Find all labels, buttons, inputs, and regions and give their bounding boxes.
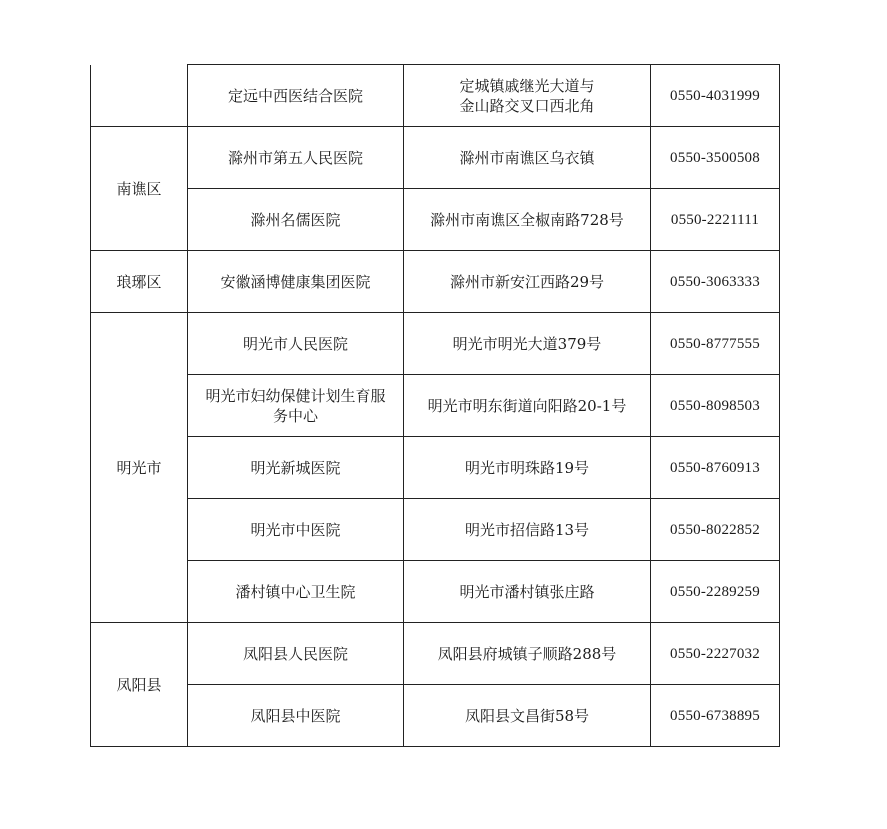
phone-number: 0550-8098503: [651, 375, 780, 437]
table-row: [91, 561, 780, 623]
hospital-address: 明光市明珠路19号: [404, 437, 651, 499]
hospital-name: 凤阳县人民医院: [188, 623, 404, 685]
hospital-address: 凤阳县府城镇子顺路288号: [404, 623, 651, 685]
address-line: 金山路交叉口西北角: [459, 96, 595, 115]
phone-number: 0550-8777555: [651, 313, 780, 375]
table-row: [91, 499, 780, 561]
hospital-name: 明光市中医院: [188, 499, 404, 561]
table-row: [91, 189, 780, 251]
hospital-table: [90, 64, 780, 747]
phone-number: 0550-3063333: [651, 251, 780, 313]
hospital-address: 凤阳县文昌街58号: [404, 685, 651, 747]
hospital-address: 明光市明光大道379号: [404, 313, 651, 375]
district-cell-empty: [91, 65, 188, 127]
table-row: [91, 313, 780, 375]
hospital-name-line: 明光市妇幼保健计划生育服: [205, 386, 386, 405]
hospital-address: 滁州市新安江西路29号: [404, 251, 651, 313]
table-row: [91, 127, 780, 189]
hospital-name: 安徽涵博健康集团医院: [188, 251, 404, 313]
table-row: [91, 251, 780, 313]
phone-number: 0550-2289259: [651, 561, 780, 623]
phone-number: 0550-3500508: [651, 127, 780, 189]
table-row: [91, 65, 780, 127]
hospital-address: 滁州市南谯区乌衣镇: [404, 127, 651, 189]
hospital-name: [188, 375, 404, 437]
hospital-address: 明光市招信路13号: [404, 499, 651, 561]
hospital-name: 滁州市第五人民医院: [188, 127, 404, 189]
address-line: 定城镇戚继光大道与: [459, 76, 595, 95]
district-name: 琅琊区: [91, 251, 188, 313]
hospital-name: 凤阳县中医院: [188, 685, 404, 747]
hospital-address: 明光市潘村镇张庄路: [404, 561, 651, 623]
phone-number: 0550-2221111: [651, 189, 780, 251]
hospital-address: [404, 65, 651, 127]
hospital-name: 潘村镇中心卫生院: [188, 561, 404, 623]
hospital-address: 明光市明东街道向阳路20-1号: [404, 375, 651, 437]
hospital-table-container: [90, 64, 780, 747]
phone-number: 0550-4031999: [651, 65, 780, 127]
hospital-address: 滁州市南谯区全椒南路728号: [404, 189, 651, 251]
phone-number: 0550-8022852: [651, 499, 780, 561]
phone-number: 0550-2227032: [651, 623, 780, 685]
phone-number: 0550-8760913: [651, 437, 780, 499]
district-name: 明光市: [91, 313, 188, 623]
phone-number: 0550-6738895: [651, 685, 780, 747]
hospital-name: 定远中西医结合医院: [188, 65, 404, 127]
district-name: 南谯区: [91, 127, 188, 251]
hospital-name: 滁州名儒医院: [188, 189, 404, 251]
table-row: [91, 375, 780, 437]
hospital-name-line: 务中心: [272, 406, 318, 425]
table-row: [91, 437, 780, 499]
hospital-name: 明光新城医院: [188, 437, 404, 499]
hospital-name: 明光市人民医院: [188, 313, 404, 375]
table-row: [91, 623, 780, 685]
table-row: [91, 685, 780, 747]
district-name: 凤阳县: [91, 623, 188, 747]
